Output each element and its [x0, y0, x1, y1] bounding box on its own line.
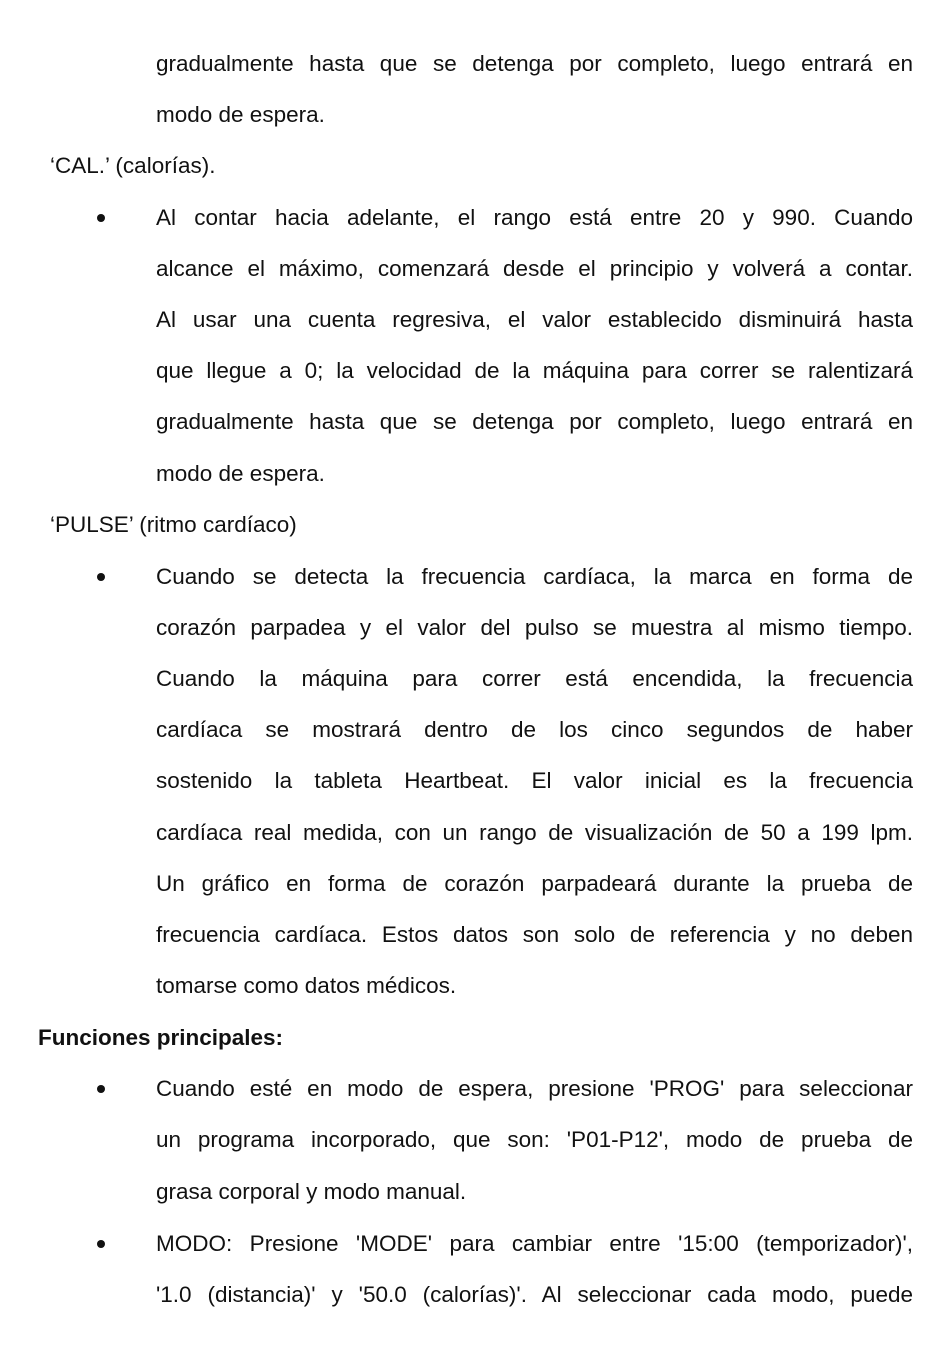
cal-section-label: ‘CAL.’ (calorías). — [50, 153, 216, 178]
body-line: modo de espera. — [156, 461, 325, 486]
body-line: tomarse como datos médicos. — [156, 973, 457, 998]
body-line: frecuencia cardíaca. Estos datos son solo de referencia y no deben — [156, 922, 913, 947]
body-line: grasa corporal y modo manual. — [156, 1179, 467, 1204]
body-line: modo de espera. — [156, 102, 325, 127]
body-line: corazón parpadea y el valor del pulso se muestra al mismo tiempo. — [156, 615, 913, 640]
bullet-icon — [97, 214, 105, 222]
body-line: sostenido la tableta Heartbeat. El valor inicial es la frecuencia — [156, 768, 913, 793]
body-line: que llegue a 0; la velocidad de la máquina para correr se ralentizará — [156, 358, 913, 383]
body-line: MODO: Presione 'MODE' para cambiar entre '15:00 (temporizador)', — [156, 1231, 913, 1256]
pulse-section-label: ‘PULSE’ (ritmo cardíaco) — [50, 512, 297, 537]
body-line: Al usar una cuenta regresiva, el valor establecido disminuirá hasta — [156, 307, 913, 332]
bullet-icon — [97, 1085, 105, 1093]
main-functions-heading: Funciones principales: — [38, 1025, 284, 1050]
body-line: alcance el máximo, comenzará desde el principio y volverá a contar. — [156, 256, 913, 281]
body-line: '1.0 (distancia)' y '50.0 (calorías)'. Al seleccionar cada modo, puede — [156, 1282, 913, 1307]
body-line: Cuando la máquina para correr está encendida, la frecuencia — [156, 666, 913, 691]
bullet-icon — [97, 573, 105, 581]
bullet-icon — [97, 1240, 105, 1248]
body-line: Al contar hacia adelante, el rango está entre 20 y 990. Cuando — [156, 205, 913, 230]
body-line: cardíaca se mostrará dentro de los cinco segundos de haber — [156, 717, 913, 742]
body-line: gradualmente hasta que se detenga por completo, luego entrará en — [156, 409, 913, 434]
body-line: Cuando esté en modo de espera, presione 'PROG' para seleccionar — [156, 1076, 913, 1101]
body-line: gradualmente hasta que se detenga por completo, luego entrará en — [156, 51, 913, 76]
body-line: un programa incorporado, que son: 'P01-P12', modo de prueba de — [156, 1127, 913, 1152]
body-line: Cuando se detecta la frecuencia cardíaca, la marca en forma de — [156, 564, 913, 589]
body-line: Un gráfico en forma de corazón parpadeará durante la prueba de — [156, 871, 913, 896]
body-line: cardíaca real medida, con un rango de visualización de 50 a 199 lpm. — [156, 820, 913, 845]
